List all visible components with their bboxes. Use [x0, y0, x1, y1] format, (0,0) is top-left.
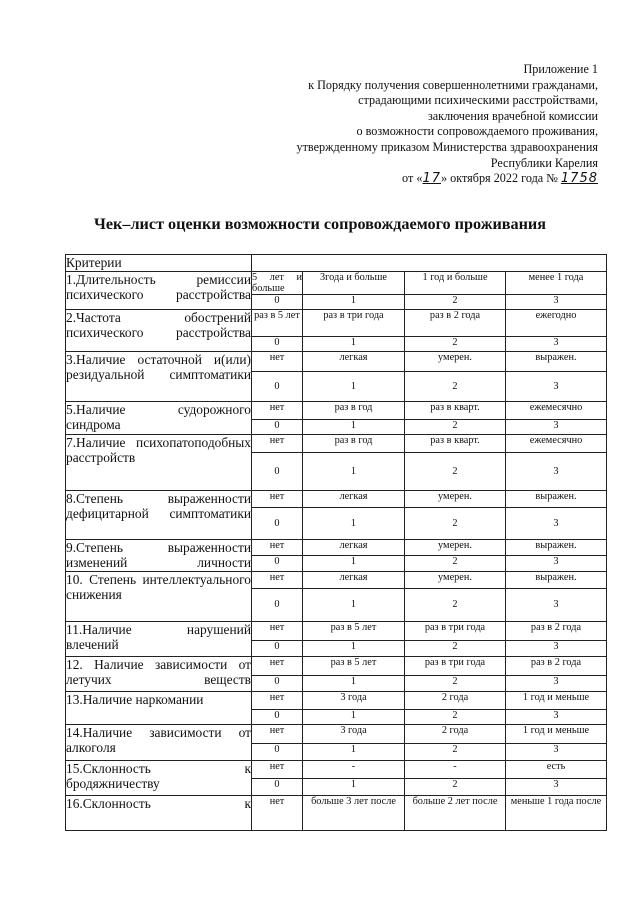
option-label-cell: 2 года	[405, 725, 506, 744]
score-cell: 0	[252, 453, 303, 491]
option-label-cell: умерен.	[405, 540, 506, 556]
score-cell: 1	[303, 710, 405, 725]
criterion-label-row	[66, 352, 607, 372]
table-header-row	[66, 255, 607, 272]
criterion-cell: 3.Наличие остаточной и(или) резидуальной симптоматики	[66, 352, 252, 402]
criteria-header: Критерии	[66, 255, 252, 272]
appendix-line: Приложение 1	[523, 62, 598, 76]
option-label-cell: выражен.	[506, 540, 607, 556]
option-label-cell: 5 лет и больше	[252, 272, 302, 294]
score-cell: 2	[405, 420, 506, 435]
score-cell: 3	[506, 453, 607, 491]
criterion-label-row	[66, 402, 607, 420]
appendix-line: Республики Карелия	[490, 155, 598, 170]
option-label-cell: выражен.	[506, 572, 607, 589]
score-cell: 2	[405, 779, 506, 796]
appendix-line: к Порядку получения совершеннолетними гражданами,	[308, 77, 598, 92]
criterion-label-row	[66, 761, 607, 779]
handwritten-number: 1758	[560, 171, 598, 187]
option-label-cell: 1 год и меньше	[506, 725, 607, 744]
option-label-cell: нет	[252, 352, 303, 372]
criterion-cell: 15.Склонность к бродяжничеству	[66, 761, 252, 796]
score-cell: 1	[303, 295, 405, 310]
option-label-cell: раз в кварт.	[405, 435, 506, 453]
date-prefix: от «	[402, 171, 423, 186]
option-label-cell: нет	[252, 796, 303, 831]
option-label-cell: умерен.	[405, 352, 506, 372]
option-label-cell: раз в 5 лет	[303, 622, 405, 641]
option-label-cell: меньше 1 года после	[506, 796, 607, 831]
option-label-cell: раз в год	[303, 435, 405, 453]
score-cell: 1	[303, 779, 405, 796]
criterion-label-row	[66, 272, 607, 295]
option-label-cell: умерен.	[405, 572, 506, 589]
score-cell: 1	[303, 676, 405, 692]
option-label-cell: менее 1 года	[506, 272, 607, 295]
score-cell: 3	[506, 641, 607, 657]
score-cell: 0	[252, 641, 303, 657]
score-cell: 3	[506, 372, 607, 402]
criterion-label-row	[66, 725, 607, 744]
score-cell: 2	[405, 453, 506, 491]
criterion-label-row	[66, 657, 607, 676]
option-label-cell: ежемесячно	[506, 402, 607, 420]
option-label-cell: ежегодно	[506, 310, 607, 337]
page-title: Чек–лист оценки возможности сопровождаемого проживания	[93, 215, 547, 233]
appendix-header	[296, 62, 598, 187]
score-cell: 2	[405, 337, 506, 352]
score-cell: 2	[405, 589, 506, 622]
option-label-cell: 3 года	[303, 725, 405, 744]
option-label-cell: легкая	[303, 540, 405, 556]
option-label-cell: раз в кварт.	[405, 402, 506, 420]
option-label-cell: нет	[252, 692, 303, 710]
criterion-cell: 9.Степень выраженности изменений личности	[66, 540, 251, 571]
criterion-label-row	[66, 435, 607, 453]
option-label-cell: легкая	[303, 352, 405, 372]
score-cell: 1	[303, 508, 405, 540]
score-cell: 2	[405, 295, 506, 310]
appendix-line: заключения врачебной комиссии	[427, 108, 598, 123]
handwritten-day: 17	[422, 171, 441, 187]
appendix-line: страдающими психическими расстройствами,	[358, 93, 598, 108]
appendix-line: о возможности сопровождаемого проживания,	[356, 124, 598, 139]
option-label-cell: нет	[252, 491, 303, 508]
header-empty-cell	[252, 255, 607, 272]
option-label-cell: раз в год	[303, 402, 405, 420]
option-label-cell: раз в три года	[303, 310, 405, 337]
criterion-cell: 8.Степень выраженности дефицитарной симптоматики	[66, 491, 252, 540]
option-label-cell: нет	[252, 540, 303, 556]
option-label-cell: раз в три года	[405, 657, 506, 676]
score-cell: 1	[303, 337, 405, 352]
criterion-cell: 5.Наличие судорожного синдрома	[66, 402, 252, 435]
criterion-label-row	[66, 622, 607, 641]
option-label-cell: раз в 2 года	[405, 310, 506, 337]
score-cell: 3	[506, 676, 607, 692]
option-label-cell: есть	[506, 761, 607, 779]
score-cell: 0	[252, 420, 303, 435]
score-cell: 1	[303, 453, 405, 491]
criterion-cell: 16.Склонность к	[66, 796, 252, 831]
criterion-cell: 2.Частота обострений психического расстройства	[66, 310, 252, 352]
checklist-table	[65, 254, 607, 831]
score-cell: 1	[303, 641, 405, 657]
criterion-label-row	[66, 572, 607, 589]
criterion-label-row	[66, 796, 607, 831]
score-cell: 2	[405, 744, 506, 761]
option-label-cell: раз в 5 лет	[252, 310, 303, 337]
option-label-cell: нет	[252, 435, 303, 453]
option-label-cell: раз в три года	[405, 622, 506, 641]
score-cell: 0	[252, 556, 303, 572]
score-cell: 3	[506, 779, 607, 796]
criterion-cell: 11.Наличие нарушений влечений	[66, 622, 252, 657]
criterion-cell: 1.Длительность ремиссии психического расстройства	[66, 272, 252, 310]
option-label-cell: 3 года	[303, 692, 405, 710]
option-label-cell: больше 2 лет после	[405, 796, 506, 831]
score-cell: 0	[252, 589, 303, 622]
score-cell: 2	[405, 641, 506, 657]
score-cell: 0	[252, 508, 303, 540]
criterion-cell: 13.Наличие наркомании	[66, 692, 252, 725]
option-label-cell: умерен.	[405, 491, 506, 508]
criterion-label-row	[66, 491, 607, 508]
option-label-cell: выражен.	[506, 491, 607, 508]
option-label-cell: нет	[252, 622, 303, 641]
score-cell: 0	[252, 779, 303, 796]
score-cell: 1	[303, 420, 405, 435]
score-cell: 2	[405, 710, 506, 725]
score-cell: 3	[506, 710, 607, 725]
option-label-cell: легкая	[303, 491, 405, 508]
appendix-line: утвержденному приказом Министерства здравоохранения	[296, 139, 598, 154]
score-cell: 1	[303, 556, 405, 572]
option-label-cell: 2 года	[405, 692, 506, 710]
option-label-cell: раз в 5 лет	[303, 657, 405, 676]
criterion-label-row	[66, 540, 607, 556]
score-cell: 0	[252, 744, 303, 761]
option-label-cell: нет	[252, 761, 303, 779]
option-label-cell: раз в 2 года	[506, 622, 607, 641]
score-cell: 3	[506, 420, 607, 435]
criterion-label-row	[66, 310, 607, 337]
criterion-label-row	[66, 692, 607, 710]
option-label-cell: больше 3 лет после	[303, 796, 405, 831]
criterion-cell: 10. Степень интеллектуального снижения	[66, 572, 252, 622]
score-cell: 0	[252, 372, 303, 402]
criterion-cell: 14.Наличие зависимости от алкоголя	[66, 725, 252, 761]
score-cell: 0	[252, 295, 303, 310]
order-date-line	[296, 171, 598, 187]
option-label-cell: раз в 2 года	[506, 657, 607, 676]
score-cell: 3	[506, 589, 607, 622]
score-cell: 3	[506, 295, 607, 310]
score-cell: 1	[303, 589, 405, 622]
score-cell: 2	[405, 556, 506, 572]
option-label-cell: нет	[252, 572, 303, 589]
criterion-cell: 7.Наличие психопатоподобных расстройств	[66, 435, 252, 491]
option-label-cell: -	[303, 761, 405, 779]
score-cell: 0	[252, 710, 303, 725]
score-cell: 3	[506, 744, 607, 761]
option-label-cell: нет	[252, 657, 303, 676]
score-cell: 2	[405, 372, 506, 402]
option-label-cell: -	[405, 761, 506, 779]
score-cell: 3	[506, 337, 607, 352]
option-label-cell: ежемесячно	[506, 435, 607, 453]
option-label-cell: легкая	[303, 572, 405, 589]
score-cell: 1	[303, 372, 405, 402]
score-cell: 1	[303, 744, 405, 761]
score-cell: 0	[252, 337, 303, 352]
option-label-cell: 3года и больше	[303, 272, 405, 295]
option-label-cell: выражен.	[506, 352, 607, 372]
criterion-cell: 12. Наличие зависимости от летучих веществ	[66, 657, 252, 692]
score-cell: 0	[252, 676, 303, 692]
score-cell: 3	[506, 556, 607, 572]
score-cell: 3	[506, 508, 607, 540]
option-label-cell: 1 год и больше	[405, 272, 506, 295]
date-mid: » октября 2022 года №	[441, 171, 558, 186]
option-label-cell: 1 год и меньше	[506, 692, 607, 710]
option-label-cell: нет	[252, 402, 303, 420]
score-cell: 2	[405, 676, 506, 692]
score-cell: 2	[405, 508, 506, 540]
option-label-cell: нет	[252, 725, 303, 744]
